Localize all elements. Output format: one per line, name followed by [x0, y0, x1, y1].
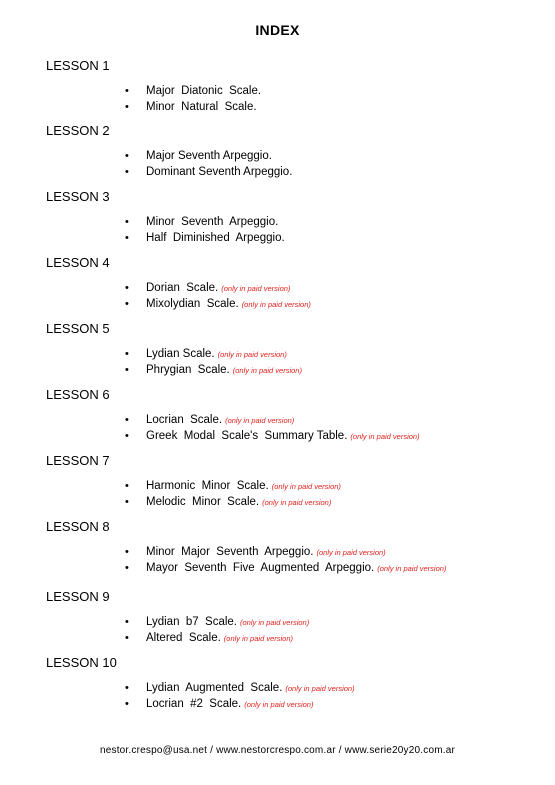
bullet-icon: • [125, 546, 129, 558]
list-item [46, 164, 526, 180]
lesson-items [46, 280, 526, 312]
footer-contact: nestor.crespo@usa.net / www.nestorcrespo.com.ar / www.serie20y20.com.ar [99, 745, 456, 756]
lesson-title: LESSON 8 [46, 519, 110, 534]
paid-version-note: (only in paid version) [221, 284, 291, 293]
lesson-items [46, 346, 526, 378]
list-item [46, 230, 526, 246]
list-item [46, 614, 526, 630]
list-item [46, 280, 526, 296]
paid-version-note: (only in paid version) [241, 300, 311, 309]
paid-version-note: (only in paid version) [223, 634, 293, 643]
item-text: Minor Major Seventh Arpeggio. [146, 546, 314, 558]
lesson-block [46, 386, 526, 444]
bullet-icon: • [125, 232, 129, 244]
lesson-block [46, 452, 526, 510]
list-item [46, 99, 526, 115]
bullet-icon: • [125, 682, 129, 694]
lesson-items [46, 478, 526, 510]
lesson-title: LESSON 3 [46, 189, 110, 204]
list-item [46, 428, 526, 444]
bullet-icon: • [125, 632, 129, 644]
paid-version-note: (only in paid version) [225, 416, 295, 425]
list-item [46, 544, 526, 560]
list-item [46, 630, 526, 646]
bullet-icon: • [125, 480, 129, 492]
list-item [46, 214, 526, 230]
page-title: INDEX [255, 22, 300, 38]
bullet-icon: • [125, 298, 129, 310]
lesson-block [46, 254, 526, 312]
item-text: Major Seventh Arpeggio. [146, 150, 272, 162]
bullet-icon: • [125, 101, 129, 113]
item-text: Greek Modal Scale's Summary Table. [146, 430, 348, 442]
paid-version-note: (only in paid version) [262, 498, 332, 507]
bullet-icon: • [125, 562, 129, 574]
item-text: Half Diminished Arpeggio. [146, 232, 285, 244]
bullet-icon: • [125, 414, 129, 426]
bullet-icon: • [125, 616, 129, 628]
item-text: Mixolydian Scale. [146, 298, 239, 310]
item-text: Minor Seventh Arpeggio. [146, 216, 279, 228]
list-item [46, 83, 526, 99]
paid-version-note: (only in paid version) [240, 618, 310, 627]
bullet-icon: • [125, 698, 129, 710]
item-text: Dominant Seventh Arpeggio. [146, 166, 293, 178]
item-text: Locrian Scale. [146, 414, 223, 426]
item-text: Lydian Scale. [146, 348, 215, 360]
bullet-icon: • [125, 496, 129, 508]
paid-version-note: (only in paid version) [350, 432, 420, 441]
paid-version-note: (only in paid version) [285, 684, 355, 693]
bullet-icon: • [125, 348, 129, 360]
lesson-title: LESSON 6 [46, 387, 110, 402]
paid-version-note: (only in paid version) [217, 350, 287, 359]
lesson-block [46, 588, 526, 646]
list-item [46, 412, 526, 428]
lesson-block [46, 122, 526, 180]
list-item [46, 296, 526, 312]
item-text: Dorian Scale. [146, 282, 219, 294]
paid-version-note: (only in paid version) [271, 482, 341, 491]
paid-version-note: (only in paid version) [244, 700, 314, 709]
list-item [46, 680, 526, 696]
list-item [46, 148, 526, 164]
bullet-icon: • [125, 364, 129, 376]
item-text: Phrygian Scale. [146, 364, 230, 376]
paid-version-note: (only in paid version) [377, 564, 447, 573]
paid-version-note: (only in paid version) [232, 366, 302, 375]
lesson-items [46, 680, 526, 712]
item-text: Minor Natural Scale. [146, 101, 257, 113]
lesson-title: LESSON 4 [46, 255, 110, 270]
lesson-items [46, 544, 526, 576]
item-text: Locrian #2 Scale. [146, 698, 242, 710]
lesson-title: LESSON 10 [46, 655, 117, 670]
bullet-icon: • [125, 430, 129, 442]
lesson-title: LESSON 2 [46, 123, 110, 138]
item-text: Lydian b7 Scale. [146, 616, 237, 628]
list-item [46, 494, 526, 510]
bullet-icon: • [125, 85, 129, 97]
lesson-items [46, 412, 526, 444]
paid-version-note: (only in paid version) [316, 548, 386, 557]
item-text: Lydian Augmented Scale. [146, 682, 283, 694]
item-text: Harmonic Minor Scale. [146, 480, 269, 492]
lesson-title: LESSON 7 [46, 453, 110, 468]
item-text: Melodic Minor Scale. [146, 496, 260, 508]
list-item [46, 560, 526, 576]
item-text: Altered Scale. [146, 632, 221, 644]
lesson-items [46, 83, 526, 115]
lesson-items [46, 614, 526, 646]
item-text: Major Diatonic Scale. [146, 85, 262, 97]
list-item [46, 362, 526, 378]
lesson-block [46, 518, 526, 576]
bullet-icon: • [125, 282, 129, 294]
lesson-block [46, 654, 526, 712]
list-item [46, 346, 526, 362]
lesson-items [46, 214, 526, 246]
list-item [46, 696, 526, 712]
lesson-title: LESSON 9 [46, 589, 110, 604]
lesson-title: LESSON 1 [46, 58, 110, 73]
item-text: Mayor Seventh Five Augmented Arpeggio. [146, 562, 375, 574]
bullet-icon: • [125, 216, 129, 228]
lesson-title: LESSON 5 [46, 321, 110, 336]
list-item [46, 478, 526, 494]
lesson-block [46, 188, 526, 246]
bullet-icon: • [125, 150, 129, 162]
lesson-block [46, 57, 526, 115]
bullet-icon: • [125, 166, 129, 178]
lesson-items [46, 148, 526, 180]
lesson-block [46, 320, 526, 378]
